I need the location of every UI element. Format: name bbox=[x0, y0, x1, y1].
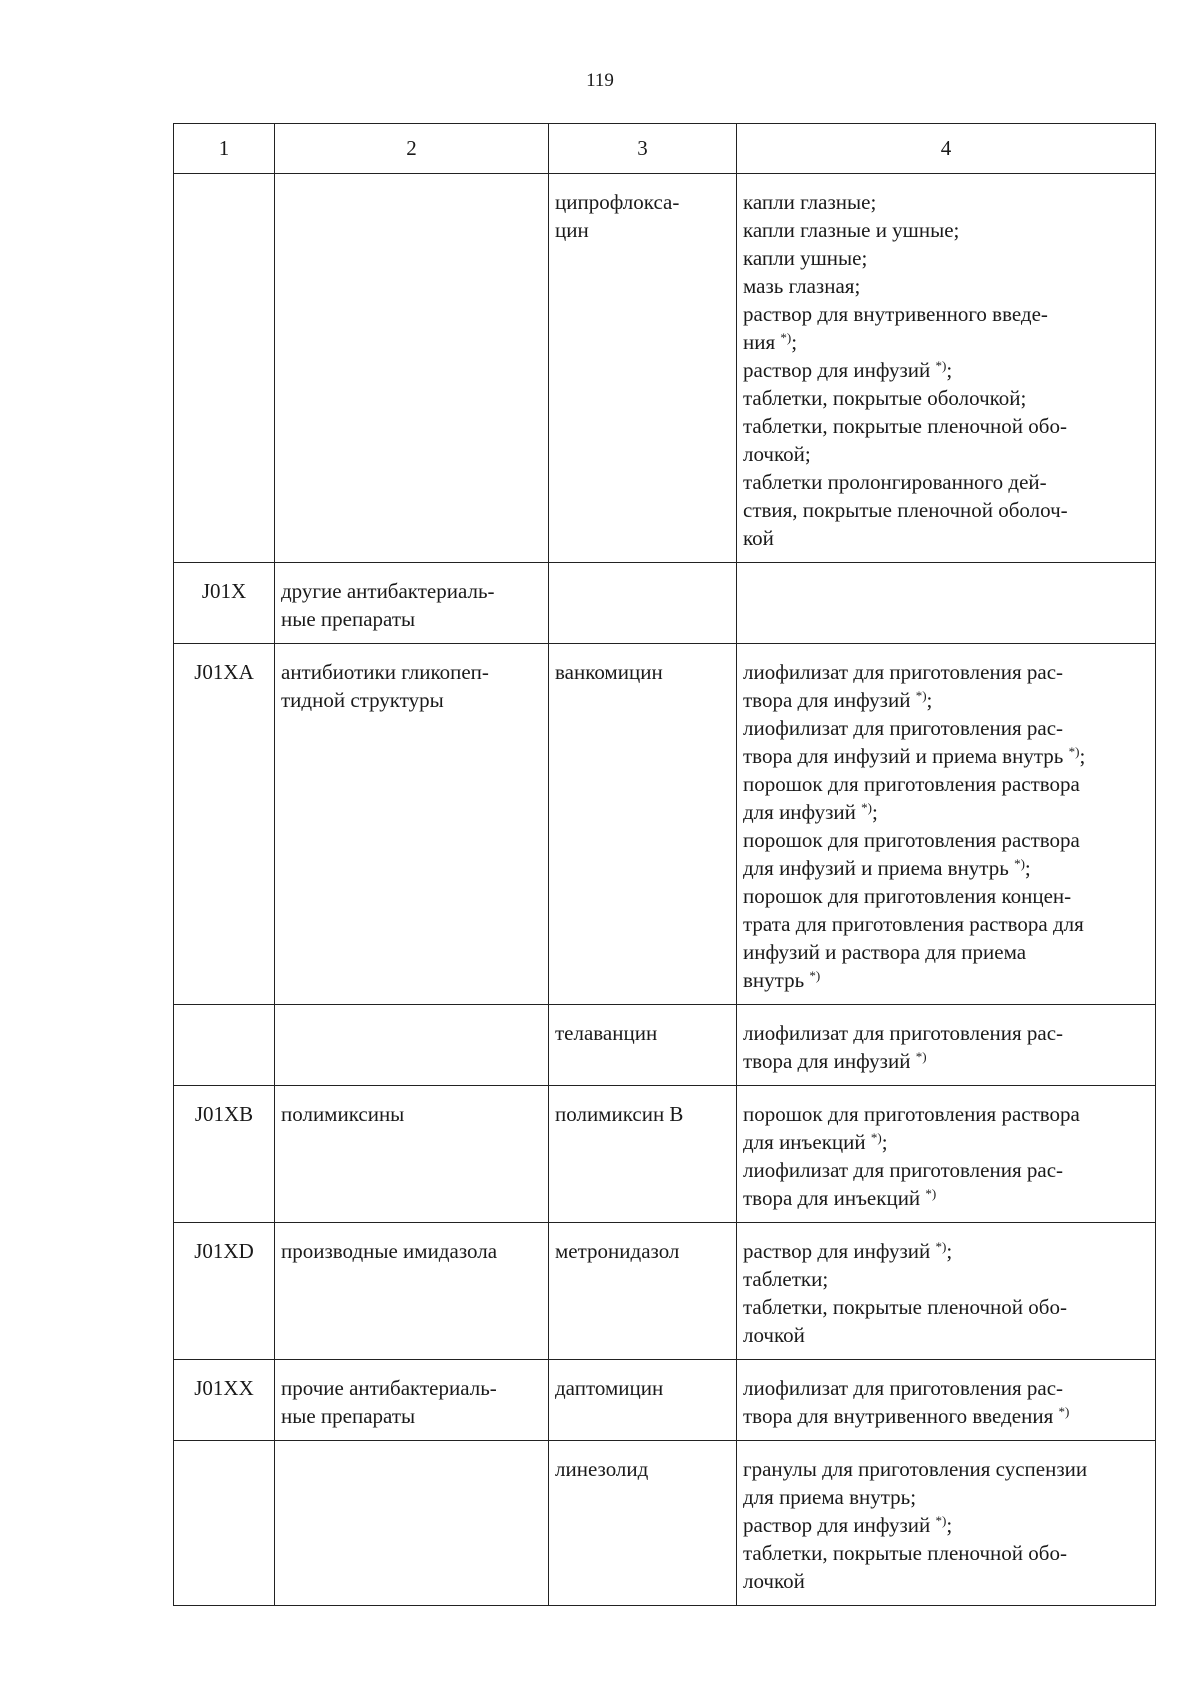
table-row bbox=[174, 1005, 1156, 1086]
dosage-form-text: порошок для приготовления раствора bbox=[743, 772, 1080, 796]
dosage-form-line bbox=[743, 188, 1149, 216]
dosage-form-line bbox=[743, 1047, 1149, 1075]
dosage-form-punct: ; bbox=[926, 688, 933, 712]
dosage-form-text: раствор для инфузий bbox=[743, 358, 936, 382]
footnote-marker: *) bbox=[935, 1239, 947, 1254]
dosage-form-line bbox=[743, 1567, 1149, 1595]
table-row bbox=[174, 1441, 1156, 1606]
group-name-cell bbox=[275, 1360, 549, 1441]
dosage-form-text: твора для инфузий и приема внутрь bbox=[743, 744, 1069, 768]
dosage-form-text: твора для внутривенного введения bbox=[743, 1404, 1059, 1428]
group-name-line: прочие антибактериаль- bbox=[281, 1376, 497, 1400]
dosage-form-line bbox=[743, 1511, 1149, 1539]
dosage-form-line bbox=[743, 1156, 1149, 1184]
dosage-form-line bbox=[743, 714, 1149, 742]
atc-code: J01XD bbox=[194, 1239, 254, 1263]
dosage-form-text: лиофилизат для приготовления рас- bbox=[743, 716, 1064, 740]
dosage-form-text: раствор для инфузий bbox=[743, 1239, 936, 1263]
drug-name-cell bbox=[549, 1223, 737, 1360]
footnote-marker: *) bbox=[861, 800, 872, 815]
dosage-form-punct: ; bbox=[881, 1130, 888, 1154]
drug-name-line: телаванцин bbox=[555, 1021, 658, 1045]
dosage-form-line bbox=[743, 1321, 1149, 1349]
dosage-forms-cell bbox=[737, 1005, 1156, 1086]
dosage-form-text: порошок для приготовления раствора bbox=[743, 828, 1080, 852]
group-name-cell bbox=[275, 563, 549, 644]
header-row bbox=[174, 124, 1156, 174]
dosage-form-text: таблетки, покрытые пленочной обо- bbox=[743, 414, 1067, 438]
dosage-forms-cell bbox=[737, 644, 1156, 1005]
dosage-form-text: капли глазные; bbox=[743, 190, 877, 214]
dosage-form-line bbox=[743, 356, 1149, 384]
dosage-form-line bbox=[743, 384, 1149, 412]
footnote-marker: *) bbox=[1058, 1404, 1070, 1419]
drug-name-cell bbox=[549, 1441, 737, 1606]
atc-code: J01XX bbox=[194, 1376, 254, 1400]
dosage-form-line bbox=[743, 1100, 1149, 1128]
drug-name-cell bbox=[549, 1086, 737, 1223]
table-row bbox=[174, 1223, 1156, 1360]
dosage-form-punct: ; bbox=[1024, 856, 1031, 880]
drug-name-cell bbox=[549, 1360, 737, 1441]
dosage-form-text: ствия, покрытые пленочной оболоч- bbox=[743, 498, 1068, 522]
page-number: 119 bbox=[586, 70, 614, 91]
dosage-form-line bbox=[743, 1455, 1149, 1483]
dosage-forms-cell bbox=[737, 1223, 1156, 1360]
group-name-cell bbox=[275, 1005, 549, 1086]
dosage-form-text: гранулы для приготовления суспензии bbox=[743, 1457, 1088, 1481]
group-name-cell bbox=[275, 1223, 549, 1360]
footnote-marker: *) bbox=[1068, 744, 1080, 759]
drug-name-line: полимиксин В bbox=[555, 1102, 684, 1126]
header-col-2: 2 bbox=[275, 124, 549, 174]
footnote-marker: *) bbox=[925, 1186, 937, 1201]
dosage-form-punct: ; bbox=[946, 1513, 953, 1537]
dosage-form-punct: ; bbox=[791, 330, 798, 354]
footnote-marker: *) bbox=[935, 1513, 947, 1528]
group-name-line: тидной структуры bbox=[281, 688, 444, 712]
group-name-line: ные препараты bbox=[281, 607, 416, 631]
dosage-form-line bbox=[743, 770, 1149, 798]
dosage-form-line bbox=[743, 328, 1149, 356]
drug-name-cell bbox=[549, 174, 737, 563]
group-name-line: антибиотики гликопеп- bbox=[281, 660, 489, 684]
drug-name-line: линезолид bbox=[555, 1457, 649, 1481]
dosage-forms-cell bbox=[737, 563, 1156, 644]
dosage-form-text: капли ушные; bbox=[743, 246, 868, 270]
dosage-form-text: кой bbox=[743, 526, 774, 550]
footnote-marker: *) bbox=[915, 1049, 927, 1064]
dosage-form-line bbox=[743, 1483, 1149, 1511]
dosage-form-text: порошок для приготовления концен- bbox=[743, 884, 1072, 908]
dosage-form-text: таблетки; bbox=[743, 1267, 829, 1291]
dosage-form-punct: ; bbox=[946, 358, 953, 382]
atc-code-cell bbox=[174, 1441, 275, 1606]
dosage-form-text: для инфузий bbox=[743, 800, 862, 824]
dosage-form-text: лиофилизат для приготовления рас- bbox=[743, 1376, 1064, 1400]
group-name-line: полимиксины bbox=[281, 1102, 405, 1126]
dosage-form-text: трата для приготовления раствора для bbox=[743, 912, 1084, 936]
dosage-form-punct: ; bbox=[946, 1239, 953, 1263]
footnote-marker: *) bbox=[1014, 856, 1025, 871]
drug-name-line: цин bbox=[555, 218, 589, 242]
drug-name-cell bbox=[549, 644, 737, 1005]
dosage-form-line bbox=[743, 1184, 1149, 1212]
drug-name-cell bbox=[549, 563, 737, 644]
footnote-marker: *) bbox=[915, 688, 927, 703]
dosage-form-line bbox=[743, 826, 1149, 854]
dosage-form-line bbox=[743, 966, 1149, 994]
dosage-form-line bbox=[743, 1293, 1149, 1321]
atc-code-cell bbox=[174, 174, 275, 563]
dosage-form-text: порошок для приготовления раствора bbox=[743, 1102, 1080, 1126]
header-col-3: 3 bbox=[549, 124, 737, 174]
dosage-form-text: лиофилизат для приготовления рас- bbox=[743, 1021, 1064, 1045]
header-col-4: 4 bbox=[737, 124, 1156, 174]
dosage-form-line bbox=[743, 742, 1149, 770]
dosage-form-line bbox=[743, 1019, 1149, 1047]
drug-name-line: даптомицин bbox=[555, 1376, 664, 1400]
group-name-line: другие антибактериаль- bbox=[281, 579, 495, 603]
dosage-form-text: капли глазные и ушные; bbox=[743, 218, 960, 242]
atc-code-cell bbox=[174, 563, 275, 644]
dosage-form-line bbox=[743, 798, 1149, 826]
atc-code: J01XB bbox=[194, 1102, 254, 1126]
dosage-form-line bbox=[743, 244, 1149, 272]
dosage-form-line bbox=[743, 1128, 1149, 1156]
dosage-form-text: раствор для инфузий bbox=[743, 1513, 936, 1537]
footnote-marker: *) bbox=[870, 1130, 882, 1145]
group-name-line: производные имидазола bbox=[281, 1239, 498, 1263]
dosage-form-text: лиофилизат для приготовления рас- bbox=[743, 1158, 1064, 1182]
dosage-form-text: инфузий и раствора для приема bbox=[743, 940, 1027, 964]
group-name-cell bbox=[275, 1441, 549, 1606]
table-row bbox=[174, 1360, 1156, 1441]
table-row bbox=[174, 1086, 1156, 1223]
dosage-form-text: таблетки, покрытые оболочкой; bbox=[743, 386, 1027, 410]
dosage-form-text: лочкой bbox=[743, 1323, 805, 1347]
dosage-forms-cell bbox=[737, 1441, 1156, 1606]
dosage-form-text: лочкой bbox=[743, 1569, 805, 1593]
dosage-form-line bbox=[743, 658, 1149, 686]
drug-name-line: ванкомицин bbox=[555, 660, 663, 684]
dosage-form-line bbox=[743, 1402, 1149, 1430]
atc-code: J01X bbox=[201, 579, 247, 603]
dosage-form-text: таблетки, покрытые пленочной обо- bbox=[743, 1541, 1067, 1565]
table-row bbox=[174, 644, 1156, 1005]
drug-table bbox=[173, 123, 1156, 1606]
dosage-form-text: мазь глазная; bbox=[743, 274, 861, 298]
table-row bbox=[174, 174, 1156, 563]
dosage-form-line bbox=[743, 910, 1149, 938]
drug-name-line: метронидазол bbox=[555, 1239, 680, 1263]
drug-name-cell bbox=[549, 1005, 737, 1086]
dosage-form-punct: ; bbox=[872, 800, 878, 824]
dosage-form-line bbox=[743, 412, 1149, 440]
dosage-form-text: раствор для внутривенного введе- bbox=[743, 302, 1048, 326]
atc-code-cell bbox=[174, 644, 275, 1005]
group-name-cell bbox=[275, 644, 549, 1005]
dosage-form-line bbox=[743, 1539, 1149, 1567]
dosage-form-line bbox=[743, 1265, 1149, 1293]
dosage-form-text: твора для инфузий bbox=[743, 688, 916, 712]
atc-code: J01XA bbox=[194, 660, 254, 684]
group-name-cell bbox=[275, 1086, 549, 1223]
dosage-form-text: таблетки, покрытые пленочной обо- bbox=[743, 1295, 1067, 1319]
atc-code-cell bbox=[174, 1086, 275, 1223]
footnote-marker: *) bbox=[809, 968, 821, 983]
dosage-form-text: твора для инъекций bbox=[743, 1186, 926, 1210]
group-name-line: ные препараты bbox=[281, 1404, 416, 1428]
dosage-form-line bbox=[743, 496, 1149, 524]
dosage-form-text: внутрь bbox=[743, 968, 810, 992]
header-col-1: 1 bbox=[174, 124, 275, 174]
atc-code-cell bbox=[174, 1360, 275, 1441]
dosage-form-line bbox=[743, 1237, 1149, 1265]
dosage-form-line bbox=[743, 524, 1149, 552]
atc-code-cell bbox=[174, 1005, 275, 1086]
dosage-form-text: для инъекций bbox=[743, 1130, 871, 1154]
dosage-forms-cell bbox=[737, 1086, 1156, 1223]
drug-name-line: ципрофлокса- bbox=[555, 190, 680, 214]
dosage-form-line bbox=[743, 1374, 1149, 1402]
dosage-form-line bbox=[743, 938, 1149, 966]
dosage-form-line bbox=[743, 300, 1149, 328]
dosage-form-line bbox=[743, 272, 1149, 300]
dosage-forms-cell bbox=[737, 174, 1156, 563]
dosage-form-text: ния bbox=[743, 330, 781, 354]
table-row bbox=[174, 563, 1156, 644]
dosage-form-line bbox=[743, 468, 1149, 496]
dosage-form-line bbox=[743, 440, 1149, 468]
dosage-form-line bbox=[743, 686, 1149, 714]
dosage-form-punct: ; bbox=[1079, 744, 1086, 768]
dosage-form-text: для инфузий и приема внутрь bbox=[743, 856, 1015, 880]
dosage-form-text: твора для инфузий bbox=[743, 1049, 916, 1073]
dosage-form-text: для приема внутрь; bbox=[743, 1485, 917, 1509]
dosage-form-line bbox=[743, 882, 1149, 910]
footnote-marker: *) bbox=[935, 358, 947, 373]
dosage-forms-cell bbox=[737, 1360, 1156, 1441]
dosage-form-text: таблетки пролонгированного дей- bbox=[743, 470, 1047, 494]
group-name-cell bbox=[275, 174, 549, 563]
dosage-form-line bbox=[743, 216, 1149, 244]
atc-code-cell bbox=[174, 1223, 275, 1360]
dosage-form-text: лиофилизат для приготовления рас- bbox=[743, 660, 1064, 684]
dosage-form-line bbox=[743, 854, 1149, 882]
dosage-form-text: лочкой; bbox=[743, 442, 811, 466]
footnote-marker: *) bbox=[780, 330, 792, 345]
